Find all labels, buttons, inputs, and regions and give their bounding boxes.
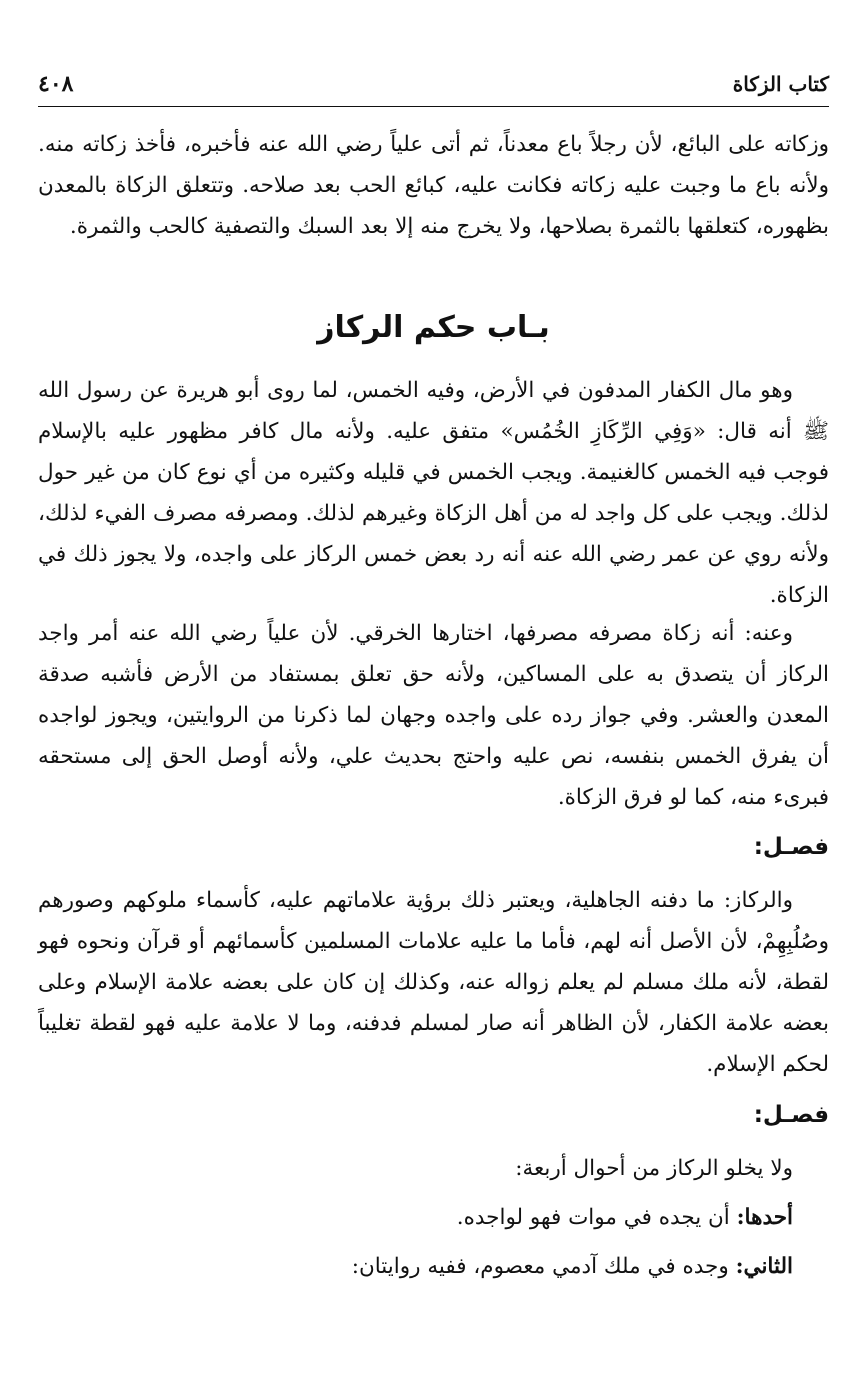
section-1-body — [38, 880, 829, 1085]
list-item-text: أن يجده في موات فهو لواجده. — [456, 1205, 730, 1230]
list-item — [38, 1246, 829, 1287]
section-1 — [38, 834, 829, 860]
section-heading: فصـل: — [753, 1102, 829, 1128]
page-number: ٤٠٨ — [38, 71, 74, 97]
chapter-title: بـاب حكم الركاز — [317, 310, 550, 345]
intro-block — [38, 124, 829, 247]
section-2 — [38, 1102, 829, 1128]
section-intro: ولا يخلو الركاز من أحوال أربعة: — [515, 1156, 793, 1181]
list-item-term: أحدها: — [736, 1205, 793, 1230]
section-paragraph: والركاز: ما دفنه الجاهلية، ويعتبر ذلك برؤية علاماتهم عليه، كأسماء ملوكهم وصورهم وصُلُبِهِمْ، لأن الأصل أنه لهم، فأما ما عليه علامات المسلمين كأسمائهم أو قرآن ونحوه فهو لقطة، لأنه ملك مسلم لم يعلم زواله عنه، وكذلك إن كان على بعضه علامة الإسلام وعلى بعضه علامة الكفار، لأن الظاهر أنه صار لمسلم فدفنه، وما لا علامة عليه فهو لقطة تغليباً لحكم الإسلام. — [38, 888, 829, 1077]
intro-paragraph: وزكاته على البائع، لأن رجلاً باع معدناً، ثم أتى علياً رضي الله عنه فأخبره، فأخذ زكاته منه. ولأنه باع ما وجبت عليه زكاته فكانت عليه، كبائع الحب بعد صلاحه. وتتعلق الزكاة بالمعدن بظهوره، كتعلقها بالثمرة بصلاحها، ولا يخرج منه إلا بعد السبك والتصفية كالحب والثمرة. — [38, 132, 829, 239]
running-title: كتاب الزكاة — [732, 72, 829, 96]
book-page — [38, 0, 829, 1373]
chapter-body-2 — [38, 613, 829, 818]
chapter-paragraph: وعنه: أنه زكاة مصرفه مصرفها، اختارها الخرقي. لأن علياً رضي الله عنه أمر واجد الركاز أن يتصدق به على المساكين، ولأنه حق تعلق بمستفاد من الأرض فأشبه صدقة المعدن والعشر. وفي جواز رده على واجده وجهان لما ذكرنا من الروايتين، ويجوز لواجده أن يفرق الخمس بنفسه، نص عليه واحتج بحديث علي، ولأنه أوصل الحق إلى مستحقه فبرىء منه، كما لو فرق الزكاة. — [38, 621, 829, 810]
list-item — [38, 1197, 829, 1238]
list-item-term: الثاني: — [735, 1254, 793, 1279]
chapter-body — [38, 370, 829, 616]
list-item-text: وجده في ملك آدمي معصوم، ففيه روايتان: — [351, 1254, 729, 1279]
chapter-paragraph: وهو مال الكفار المدفون في الأرض، وفيه الخمس، لما روى أبو هريرة عن رسول الله ﷺ أنه قال: «وَفِي الرِّكَازِ الخُمُس» متفق عليه. ولأنه مال كافر مظهور عليه بالإسلام فوجب فيه الخمس كالغنيمة. ويجب الخمس في قليله وكثيره من أي نوع كان من غير حول لذلك. ويجب على كل واجد له من أهل الزكاة وغيرهم لذلك. ومصرفه مصرف الفيء لذلك، ولأنه روي عن عمر رضي الله عنه أنه رد بعض خمس الركاز على واجده، ولا يجوز ذلك في الزكاة. — [38, 378, 829, 608]
page-header — [38, 62, 829, 107]
section-heading: فصـل: — [753, 834, 829, 860]
section-2-body — [38, 1148, 829, 1287]
